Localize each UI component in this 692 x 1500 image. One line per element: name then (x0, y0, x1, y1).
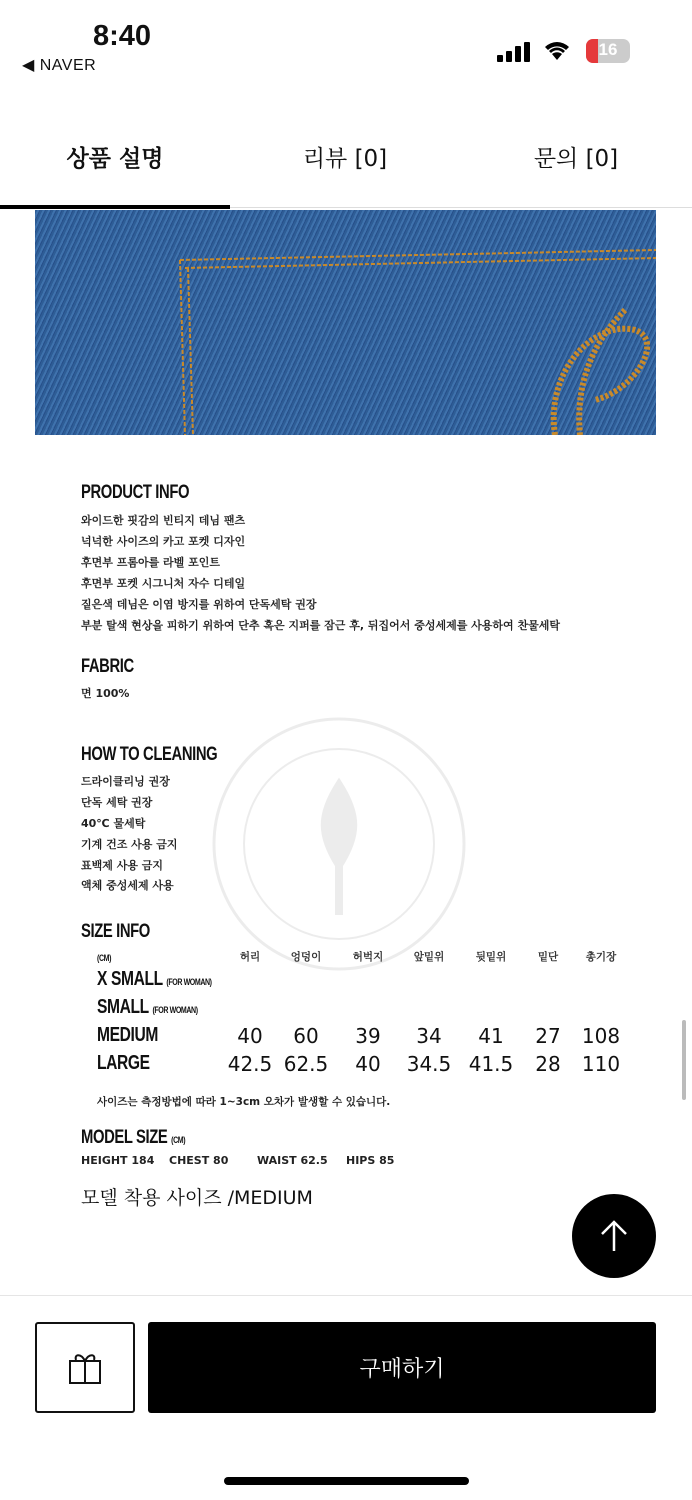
cleaning-line: 드라이클리닝 권장 (81, 775, 170, 788)
tabs-divider (230, 207, 692, 208)
fabric-heading: FABRIC (81, 656, 134, 677)
size-cell: 39 (355, 1024, 381, 1048)
denim-pocket-image (35, 210, 656, 435)
model-height: HEIGHT 184 (81, 1154, 155, 1167)
size-unit: (CM) (97, 953, 112, 963)
product-info-line: 짙은색 데님은 이염 방지를 위하여 단독세탁 권장 (81, 598, 317, 611)
size-cell: 42.5 (227, 1052, 273, 1076)
size-cell: 62.5 (283, 1052, 329, 1076)
size-row-xsmall (97, 968, 212, 991)
home-indicator (224, 1477, 469, 1485)
model-hips: HIPS 85 (346, 1154, 395, 1167)
wifi-icon (542, 38, 572, 66)
product-info-line: 와이드한 핏감의 빈티지 데님 팬츠 (81, 514, 246, 527)
model-waist: WAIST 62.5 (257, 1154, 328, 1167)
size-cell: 34.5 (406, 1052, 452, 1076)
tab-description[interactable]: 상품 설명 (66, 146, 164, 172)
size-name: SMALL (97, 996, 149, 1018)
cleaning-line: 40℃ 물세탁 (81, 817, 146, 830)
size-column-header: 뒷밑위 (475, 951, 507, 963)
size-cell: 41 (478, 1024, 504, 1048)
size-cell: 40 (237, 1024, 263, 1048)
size-note: (FOR WOMAN) (152, 1005, 198, 1015)
tab-reviews[interactable]: 리뷰 [0] (302, 146, 388, 172)
size-cell: 27 (535, 1024, 561, 1048)
buy-button[interactable]: 구매하기 (148, 1322, 656, 1413)
cleaning-line: 기계 건조 사용 금지 (81, 838, 178, 851)
model-size-unit: (CM) (171, 1135, 186, 1145)
size-row-small (97, 996, 198, 1019)
size-column-header: 엉덩이 (290, 951, 322, 963)
scroll-to-top-button[interactable] (572, 1194, 656, 1278)
size-cell: 34 (416, 1024, 442, 1048)
model-chest: CHEST 80 (169, 1154, 229, 1167)
tab-inquiries[interactable]: 문의 [0] (533, 146, 619, 172)
size-column-header: 밑단 (537, 951, 559, 963)
back-app-label: NAVER (39, 57, 97, 74)
size-cell: 108 (581, 1024, 621, 1048)
size-name: X SMALL (97, 968, 163, 990)
size-cell: 28 (535, 1052, 561, 1076)
model-size-title: MODEL SIZE (81, 1127, 168, 1148)
scrollbar[interactable] (682, 1020, 686, 1100)
back-to-app-link[interactable]: ◀ NAVER (22, 57, 97, 74)
gift-button[interactable] (35, 1322, 135, 1413)
battery-level: 16 (598, 40, 618, 59)
fabric-line: 면 100% (81, 687, 130, 700)
cleaning-line: 단독 세탁 권장 (81, 796, 153, 809)
bottom-bar-divider (0, 1295, 692, 1296)
tab-underline (0, 205, 230, 209)
product-info-heading: PRODUCT INFO (81, 482, 190, 503)
product-info-line: 후면부 포켓 시그니처 자수 디테일 (81, 577, 246, 590)
product-info-line: 후면부 프롬아를 라벨 포인트 (81, 556, 220, 569)
status-time: 8:40 (93, 20, 152, 52)
size-column-header: 앞밑위 (413, 951, 445, 963)
size-column-header: 허벅지 (352, 951, 384, 963)
size-row-medium: MEDIUM (97, 1024, 158, 1046)
cleaning-line: 액체 중성세제 사용 (81, 879, 174, 892)
size-cell: 60 (293, 1024, 319, 1048)
arrow-up-icon (599, 1219, 629, 1253)
size-notice: 사이즈는 측정방법에 따라 1~3cm 오차가 발생할 수 있습니다. (97, 1096, 391, 1108)
signal-icon (497, 42, 531, 62)
cleaning-line: 표백제 사용 금지 (81, 859, 164, 872)
brand-watermark (210, 715, 468, 973)
model-size-heading (81, 1127, 185, 1149)
battery-icon (586, 39, 630, 63)
size-info-heading: SIZE INFO (81, 921, 150, 942)
size-column-header: 허리 (239, 951, 261, 963)
product-info-line: 넉넉한 사이즈의 카고 포켓 디자인 (81, 535, 246, 548)
size-cell: 110 (581, 1052, 621, 1076)
size-column-header: 총기장 (585, 951, 617, 963)
model-worn-size: 모델 착용 사이즈 /MEDIUM (81, 1187, 313, 1209)
size-note: (FOR WOMAN) (166, 977, 212, 987)
size-row-large: LARGE (97, 1052, 150, 1074)
product-info-line: 부분 탈색 현상을 피하기 위하여 단추 혹은 지퍼를 잠근 후, 뒤집어서 중성세제를 사용하여 찬물세탁 (81, 619, 560, 632)
size-cell: 40 (355, 1052, 381, 1076)
size-cell: 41.5 (468, 1052, 514, 1076)
gift-icon (67, 1351, 103, 1385)
cleaning-heading: HOW TO CLEANING (81, 744, 218, 765)
